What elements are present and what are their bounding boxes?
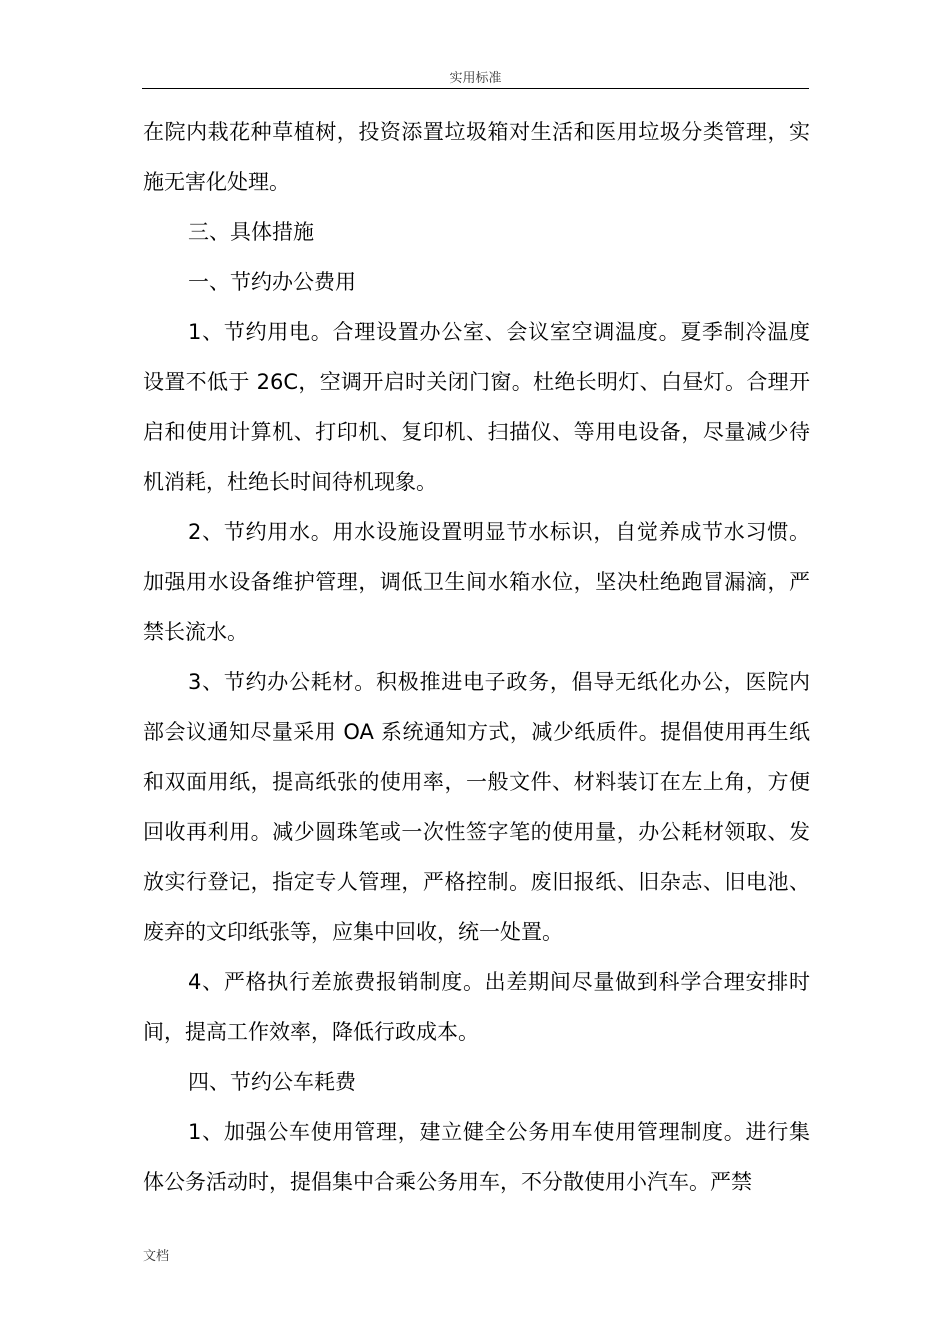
paragraph-office-supplies: 3、节约办公耗材。积极推进电子政务，倡导无纸化办公，医院内部会议通知尽量采用 OA 系统通知方式，减少纸质件。提倡使用再生纸和双面用纸，提高纸张的使用率，一般文件、材料装订在左上角，方便回收再利用。减少圆珠笔或一次性签字笔的使用量，办公耗材领取、发放实行登记，指定专人管理，严格控制。废旧报纸、旧杂志、旧电池、废弃的文印纸张等，应集中回收，统一处置。 <box>143 670 810 944</box>
section-heading-vehicle-costs: 四、节约公车耗费 <box>188 1070 356 1094</box>
header-divider <box>142 88 809 89</box>
page-footer: 文档 <box>143 1249 170 1264</box>
paragraph-vehicle-management: 1、加强公车使用管理，建立健全公务用车使用管理制度。进行集体公务活动时，提倡集中合乘公务用车，不分散使用小汽车。严禁 <box>143 1120 810 1194</box>
document-body <box>143 107 810 1207</box>
section-heading-measures: 三、具体措施 <box>188 220 314 244</box>
paragraph-water: 2、节约用水。用水设施设置明显节水标识，自觉养成节水习惯。加强用水设备维护管理，调低卫生间水箱水位，坚决杜绝跑冒漏滴，严禁长流水。 <box>143 520 810 644</box>
section-heading-office-costs: 一、节约办公费用 <box>188 270 356 294</box>
page-header: 实用标准 <box>449 71 502 86</box>
paragraph-travel-expenses: 4、严格执行差旅费报销制度。出差期间尽量做到科学合理安排时间，提高工作效率，降低行政成本。 <box>143 970 810 1044</box>
paragraph-electricity: 1、节约用电。合理设置办公室、会议室空调温度。夏季制冷温度设置不低于 26C，空调开启时关闭门窗。杜绝长明灯、白昼灯。合理开启和使用计算机、打印机、复印机、扫描仪、等用电设备，尽量减少待机消耗，杜绝长时间待机现象。 <box>143 320 810 494</box>
paragraph-1: 在院内栽花种草植树，投资添置垃圾箱对生活和医用垃圾分类管理，实施无害化处理。 <box>143 120 810 194</box>
